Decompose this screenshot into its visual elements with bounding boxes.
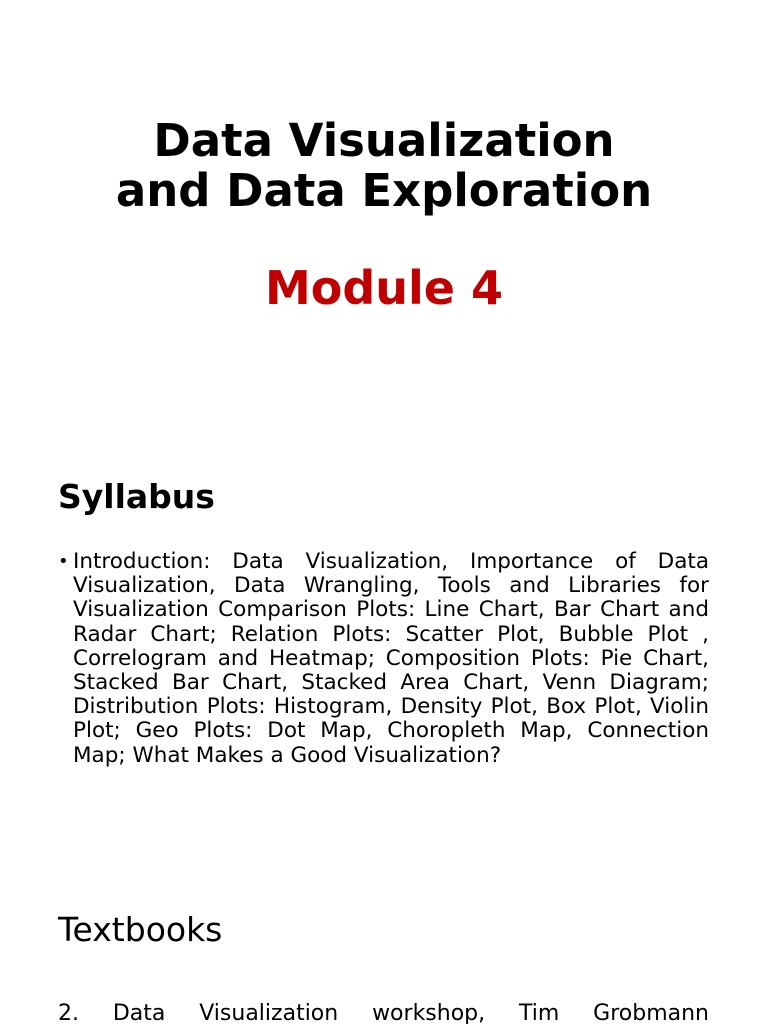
page-title [0, 116, 768, 216]
syllabus-item [58, 550, 709, 768]
title-line-1: Data Visualization [153, 114, 615, 167]
syllabus-heading: Syllabus [58, 477, 215, 516]
title-line-2: and Data Exploration [115, 164, 653, 217]
syllabus-item-text: Introduction: Data Visualization, Importance of Data Visualization, Data Wrangling, Tools and Libraries for Visualization Comparison Plots: Line Chart, Bar Chart and Radar Chart; Relation Plots: Scatter Plot, Bubble Plot , Correlogram and Heatmap; Composition Plots: Pie Chart, Stacked Bar Chart, Stacked Area Chart, Venn Diagram; Distribution Plots: Histogram, Density Plot, Box Plot, Violin Plot; Geo Plots: Dot Map, Choropleth Map, Connection Map; What Makes a Good Visualization? [73, 549, 709, 768]
textbooks-heading: Textbooks [58, 910, 223, 949]
module-label: Module 4 [264, 261, 504, 315]
syllabus-list [58, 550, 709, 768]
textbook-entry: 2. Data Visualization workshop, Tim Grobmann [58, 1001, 709, 1024]
bullet-icon: • [58, 551, 69, 572]
